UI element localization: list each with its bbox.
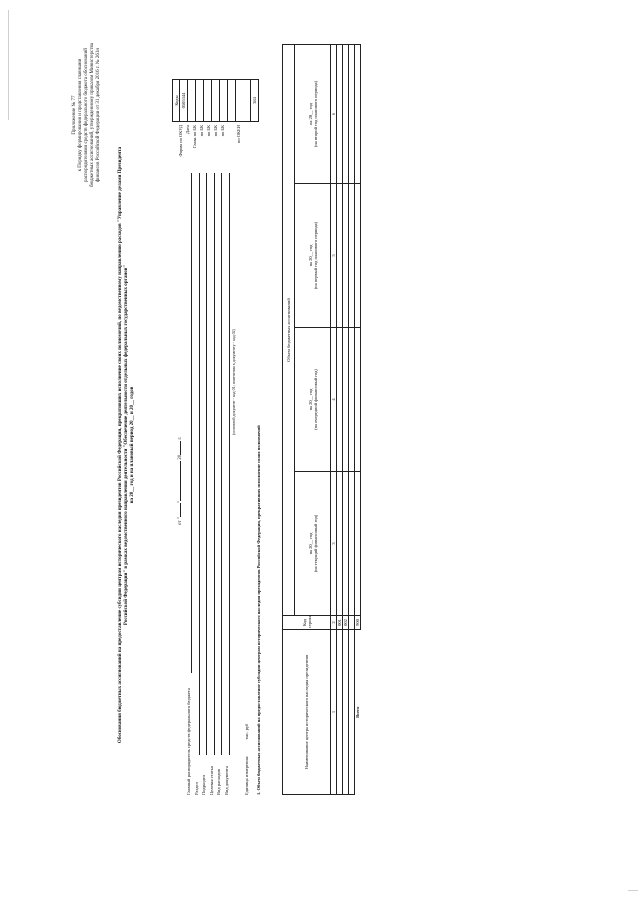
col-header-group: Объем бюджетных ассигнований	[283, 44, 295, 615]
total-value-2[interactable]	[355, 328, 361, 472]
appendix-line-3: бюджетных ассигнований, утвержденному приказом Министерства	[90, 42, 95, 188]
code-bk-value-2[interactable]	[212, 80, 220, 122]
units-row	[244, 724, 250, 795]
codes-header: Коды	[173, 80, 180, 122]
col-header-year-current: на 20__ год (на текущий финансовый год)	[295, 472, 331, 616]
total-label: Всего	[355, 706, 361, 718]
col-header-name: Наименование центра исторического наследия президентов	[283, 630, 331, 795]
field-label-vr: Вид расходов	[216, 769, 221, 795]
field-line-vr[interactable]	[221, 173, 222, 755]
field-label-doc-type: Вид документа	[223, 766, 229, 795]
col-header-code: Код строки	[283, 616, 331, 630]
code-okud-value[interactable]: 0505344	[180, 80, 188, 122]
col-header-year-plan2: на 20__ год (на второй год планового периода)	[295, 44, 331, 183]
section1-title: 1. Объем бюджетных ассигнований на предоставление субсидии центрам исторического наследия президентов Российской Федерации, прекративших исполнение своих полномочий	[256, 425, 261, 795]
code-bk-value-3[interactable]	[220, 80, 228, 122]
col-number-row: 1 2 3 4 5 6	[331, 44, 337, 794]
code-okei-value[interactable]: 384	[251, 80, 259, 122]
total-value-1[interactable]	[355, 472, 361, 616]
heading-line-3: на 20__ год и на плановый период 20__ и 20__ годов	[130, 386, 135, 504]
doc-type-caption: (основной документ - код 01; изменения к документу - код 02)	[231, 329, 236, 435]
budget-table	[282, 44, 361, 795]
code-label-okud: Форма по ОКУД	[178, 125, 183, 157]
field-line-podrazdel[interactable]	[206, 173, 207, 755]
code-label-date: Дата	[185, 125, 190, 134]
field-label-razdel: Раздел	[193, 782, 199, 795]
field-label-grbs: Главный распорядитель средств федерального бюджета	[186, 688, 191, 795]
code-label-okei: по ОКЕИ	[236, 125, 241, 144]
col-header-year-next: на 20__ год (на очередной финансовый год)	[295, 328, 331, 472]
code-label-bk-3: по БК	[213, 125, 218, 137]
scan-edge-mark	[628, 890, 638, 891]
field-line-razdel[interactable]	[199, 173, 200, 755]
heading-line-1: Обоснования бюджетных ассигнований на предоставление субсидии центрам исторического наследия президентов Российской Федерации, прекративших исполнение своих полномочий, по ведомственному направлению расходов "Управление делами Президента	[118, 146, 123, 744]
appendix-line-1: к Порядку формирования и представления главными	[78, 58, 83, 172]
appendix-block	[72, 25, 102, 205]
units-label: Единица измерения:	[244, 755, 249, 795]
document-heading	[118, 45, 136, 845]
total-value-3[interactable]	[355, 184, 361, 328]
units-value: тыс. руб	[244, 723, 249, 740]
table-total-row	[355, 44, 361, 794]
cell-code-002: 002	[343, 616, 349, 630]
cell-code-001: 001	[337, 616, 343, 630]
code-date-value[interactable]	[188, 80, 196, 122]
code-bk-value-4[interactable]	[228, 80, 236, 122]
total-value-4[interactable]	[355, 44, 361, 183]
scan-edge-mark	[8, 10, 9, 120]
date-line: от "" 20 г.	[178, 436, 183, 525]
code-label-bk-2: по БК	[206, 125, 211, 137]
field-line-grbs[interactable]	[191, 173, 192, 673]
field-label-podrazdel: Подраздел	[201, 774, 206, 795]
field-label-cst: Целевая статья	[208, 766, 214, 795]
field-line-cst[interactable]	[214, 173, 215, 755]
code-bk-value-1[interactable]	[204, 80, 212, 122]
code-label-bk-4: по БК	[220, 125, 225, 137]
code-label-glava: Глава по БК	[192, 125, 197, 149]
total-code: 900	[355, 616, 361, 630]
heading-line-2: Российской Федерации" в рамках ведомственного направления деятельности "Обеспечение деятельности отдельных федеральных государственных органов"	[124, 264, 129, 626]
code-spacer-cell	[236, 80, 251, 122]
fields-labels	[186, 675, 231, 795]
appendix-line-2: распорядителями средств федерального бюджета обоснований	[84, 48, 89, 182]
appendix-line-4: финансов Российской Федерации от 31 декабря 2016 г. № 261н	[96, 47, 101, 183]
codes-labels	[178, 125, 227, 165]
code-label-bk-1: по БК	[199, 125, 204, 137]
codes-table	[172, 79, 259, 122]
col-header-year-plan1: на 20__ год (на первый год планового периода)	[295, 184, 331, 328]
field-line-doc-type[interactable]	[229, 173, 230, 755]
code-glava-value[interactable]	[196, 80, 204, 122]
appendix-title: Приложение № 77	[72, 95, 77, 135]
